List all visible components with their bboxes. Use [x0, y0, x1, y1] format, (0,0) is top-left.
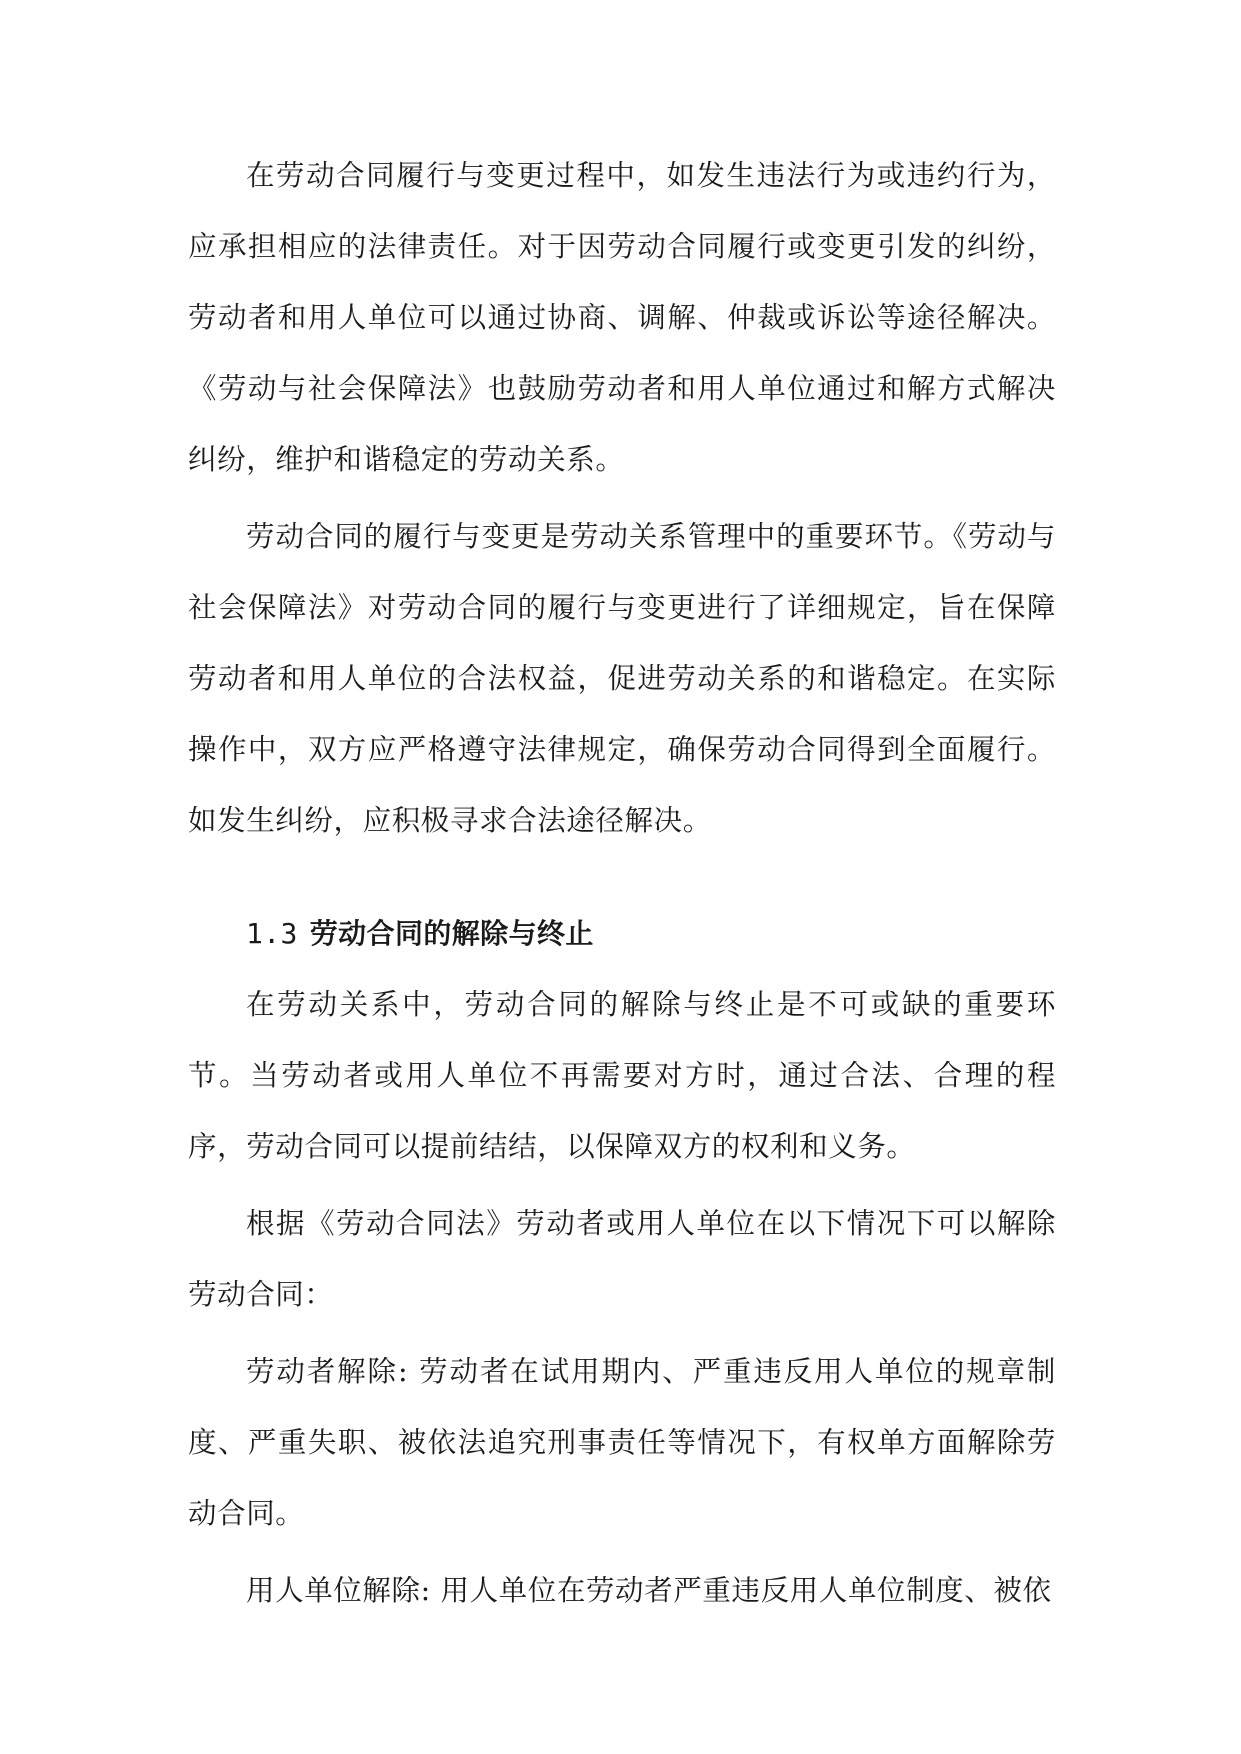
body-paragraph-6: 用人单位解除: 用人单位在劳动者严重违反用人单位制度、被依 [246, 1574, 1052, 1607]
body-paragraph-5: 劳动者解除: 劳动者在试用期内、严重违反用人单位的规章制度、严重失职、被依法追究刑事责任等情况下，有权单方面解除劳动合同。 [188, 1355, 1056, 1530]
section-title: 劳动合同的解除与终止 [309, 917, 594, 950]
body-paragraph-2: 劳动合同的履行与变更是劳动关系管理中的重要环节。《劳动与社会保障法》对劳动合同的履行与变更进行了详细规定，旨在保障劳动者和用人单位的合法权益，促进劳动关系的和谐稳定。在实际操作中，双方应严格遵守法律规定，确保劳动合同得到全面履行。如发生纠纷，应积极寻求合法途径解决。 [188, 520, 1056, 837]
body-paragraph-4: 根据《劳动合同法》劳动者或用人单位在以下情况下可以解除劳动合同： [188, 1207, 1056, 1311]
body-paragraph-1: 在劳动合同履行与变更过程中，如发生违法行为或违约行为，应承担相应的法律责任。对于因劳动合同履行或变更引发的纠纷，劳动者和用人单位可以通过协商、调解、仲裁或诉讼等途径解决。《劳动与社会保障法》也鼓励劳动者和用人单位通过和解方式解决纠纷，维护和谐稳定的劳动关系。 [188, 159, 1056, 476]
document-body [188, 140, 1056, 1632]
section-number: 1.3 [246, 917, 298, 950]
body-paragraph-3: 在劳动关系中，劳动合同的解除与终止是不可或缺的重要环节。当劳动者或用人单位不再需要对方时，通过合法、合理的程序，劳动合同可以提前结结，以保障双方的权利和义务。 [188, 988, 1056, 1163]
section-heading [188, 898, 1056, 969]
